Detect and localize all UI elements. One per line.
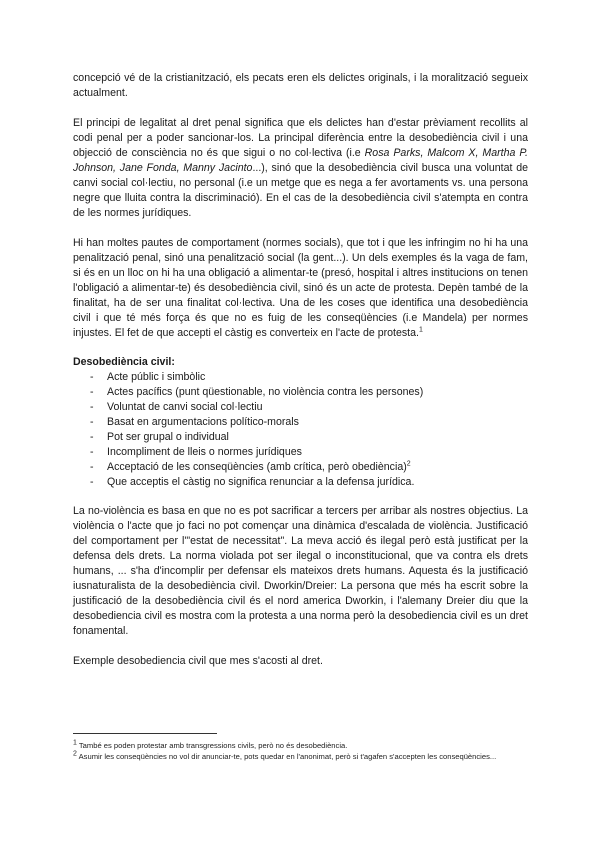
list-item — [73, 445, 528, 460]
bullet-dash: - — [90, 476, 94, 488]
paragraph-christianization — [73, 71, 528, 101]
list-item — [73, 370, 528, 385]
paragraph-text: Exemple desobediencia civil que mes s'acosti al dret. — [73, 655, 323, 667]
paragraph-text: El principi de legalitat al dret penal significa que els delictes han d'estar prèviament recollits al codi penal per a poder sancionar-los. La principal diferència entre la desobediència civil i una objecció de consciència no és que sigui o no col·lectiva (i.e — [73, 117, 528, 159]
footnote-number: 1 — [73, 739, 77, 747]
paragraph-legality-principle — [73, 116, 528, 221]
list-item-text: Incompliment de lleis o normes jurídiques — [107, 446, 302, 458]
footnote-text: També es poden protestar amb transgressions civils, però no és desobediència. — [78, 741, 348, 750]
examples-names: Rosa Parks, Malcom X, Martha P. Johnson, Jane Fonda, Manny Jacinto — [73, 147, 528, 174]
list-item — [73, 415, 528, 430]
footnote-separator — [73, 733, 217, 734]
bullet-dash: - — [90, 446, 94, 458]
document-body — [73, 71, 528, 684]
list-item-text: Voluntat de canvi social col·lectiu — [107, 401, 263, 413]
bullet-dash: - — [90, 386, 94, 398]
footnotes — [73, 740, 528, 762]
list-item — [73, 400, 528, 415]
footnote-1 — [73, 740, 528, 751]
footnote-number: 2 — [73, 750, 77, 758]
section-heading: Desobediència civil: — [73, 356, 175, 368]
criteria-list — [73, 370, 528, 490]
footnote-ref-1[interactable]: 1 — [418, 326, 423, 334]
list-item-text: Acte públic i simbòlic — [107, 371, 206, 383]
paragraph-text: Hi han moltes pautes de comportament (normes socials), que tot i que les infringim no hi ha una penalització penal, sinó una penalització social (la gent...). Un dels exemples és la vaga de fam, si és en un lloc on hi ha una obligació a alimentar-te (presó, hospital i altres institucions on tenen l'obligació a alimentar-te) és desobediència civil, sinó és un acte de protesta. Depèn també de la finalitat, ha de ser una finalitat col·lectiva. Una de les coses que identifica una desobediència civil i que té més força és que no es fuig de les conseqüències (i.e Mandela) per normes injustes. El fet de que accepti el càstig es converteix en l'acte de protesta. — [73, 237, 528, 339]
footnote-ref-2[interactable]: 2 — [406, 460, 411, 468]
list-item-text: Que acceptis el càstig no significa renunciar a la defensa jurídica. — [107, 476, 415, 488]
list-item — [73, 385, 528, 400]
footnote-text: Asumir les conseqüències no vol dir anunciar-te, pots quedar en l'anonimat, però si t'agafen s'accepten les conseqüències... — [78, 752, 497, 761]
paragraph-text: La no-violència es basa en que no es pot sacrificar a tercers per arribar als nostres objectius. La violència o l'acte que jo faci no pot començar una dinàmica d'escalada de violència. Justificació del comportament per l'"estat de necessitat". La meva acció és ilegal però està justificat per la defensa dels drets. La norma violada pot ser ilegal o inconstitucional, que va contra els drets humans, ... s'ha d'incomplir per defensar els mateixos drets humans. Aquesta és la justificació iusnaturalista de la desobediència civil. Dworkin/Dreier: La persona que més ha escrit sobre la justificació de la desobediència civil és el nord america Dworkin, i l'alemany Dreier diu que la desobediencia civil es mostra com la protesta a una norma però la desobediencia civil es un dret fonamental. — [73, 505, 528, 637]
list-item-text: Pot ser grupal o individual — [107, 431, 229, 443]
bullet-dash: - — [90, 371, 94, 383]
list-item — [73, 430, 528, 445]
list-item — [73, 460, 528, 475]
bullet-dash: - — [90, 416, 94, 428]
list-item-text: Basat en argumentacions político-morals — [107, 416, 299, 428]
bullet-dash: - — [90, 401, 94, 413]
list-item — [73, 475, 528, 490]
paragraph-text: ...), sinó que la desobediència civil busca una voluntat de canvi social col·lectiu, no personal (i.e un metge que es nega a fer avortaments vs. una persona negre que lluita contra la discriminació). En el cas de la desobediència civil s'atempta en contra de les normes jurídiques. — [73, 162, 528, 219]
bullet-dash: - — [90, 461, 94, 473]
paragraph-example — [73, 654, 528, 669]
bullet-dash: - — [90, 431, 94, 443]
paragraph-text: concepció vé de la cristianització, els pecats eren els delictes originals, i la moralització segueix actualment. — [73, 72, 528, 99]
footnote-2 — [73, 751, 528, 762]
list-item-text: Acceptació de les conseqüències (amb crítica, però obediència) — [107, 461, 407, 473]
paragraph-behaviour-patterns — [73, 236, 528, 341]
paragraph-non-violence — [73, 504, 528, 639]
list-item-text: Actes pacífics (punt qüestionable, no violència contra les persones) — [107, 386, 424, 398]
